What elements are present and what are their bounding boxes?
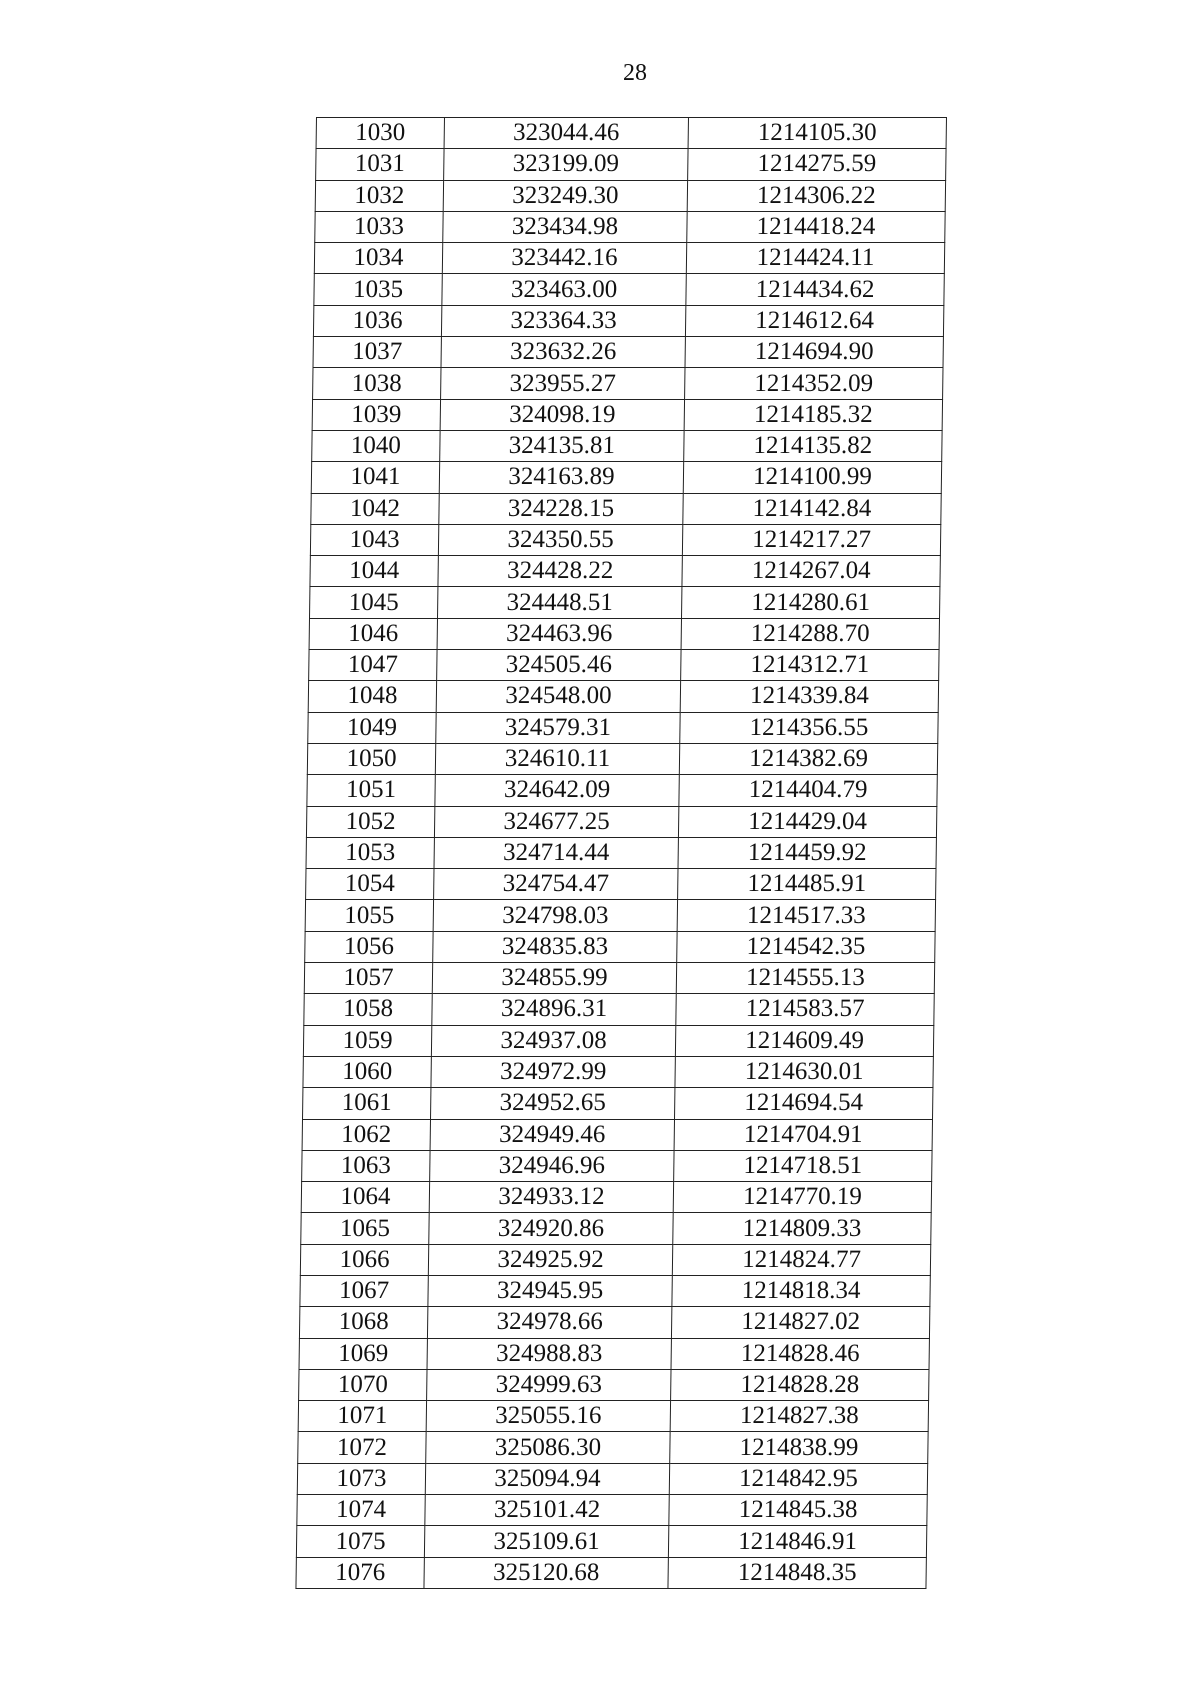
y-coordinate-cell: 1214718.51 (674, 1150, 932, 1181)
x-coordinate-cell: 324949.46 (430, 1119, 674, 1150)
point-number-cell: 1055 (305, 900, 433, 931)
x-coordinate-cell: 324505.46 (437, 650, 681, 681)
x-coordinate-cell: 324163.89 (439, 462, 683, 493)
point-number-cell: 1050 (307, 743, 435, 774)
y-coordinate-cell: 1214704.91 (674, 1119, 932, 1150)
table-row (316, 118, 946, 149)
y-coordinate-cell: 1214809.33 (673, 1213, 931, 1244)
point-number-cell: 1053 (306, 837, 434, 868)
y-coordinate-cell: 1214818.34 (672, 1275, 930, 1306)
y-coordinate-cell: 1214185.32 (684, 399, 942, 430)
y-coordinate-cell: 1214382.69 (679, 743, 937, 774)
x-coordinate-cell: 324714.44 (434, 837, 678, 868)
y-coordinate-cell: 1214100.99 (683, 462, 941, 493)
point-number-cell: 1031 (316, 149, 444, 180)
table-row (310, 556, 940, 587)
point-number-cell: 1070 (299, 1369, 427, 1400)
x-coordinate-cell: 325101.42 (425, 1495, 669, 1526)
x-coordinate-cell: 323955.27 (441, 368, 685, 399)
point-number-cell: 1063 (302, 1150, 430, 1181)
point-number-cell: 1045 (310, 587, 438, 618)
y-coordinate-cell: 1214609.49 (675, 1025, 933, 1056)
y-coordinate-cell: 1214838.99 (670, 1432, 928, 1463)
y-coordinate-cell: 1214827.38 (670, 1401, 928, 1432)
table-row (315, 211, 945, 242)
x-coordinate-cell: 324945.95 (428, 1275, 672, 1306)
y-coordinate-cell: 1214434.62 (686, 274, 944, 305)
point-number-cell: 1067 (300, 1275, 428, 1306)
point-number-cell: 1064 (301, 1182, 429, 1213)
y-coordinate-cell: 1214424.11 (686, 243, 944, 274)
x-coordinate-cell: 324548.00 (436, 681, 680, 712)
y-coordinate-cell: 1214267.04 (682, 556, 940, 587)
y-coordinate-cell: 1214339.84 (680, 681, 938, 712)
table-row (313, 337, 943, 368)
x-coordinate-cell: 324978.66 (427, 1307, 671, 1338)
table-row (301, 1182, 931, 1213)
table-row (308, 681, 938, 712)
table-row (303, 1056, 933, 1087)
x-coordinate-cell: 324920.86 (429, 1213, 673, 1244)
point-number-cell: 1036 (313, 305, 441, 336)
table-row (298, 1401, 928, 1432)
y-coordinate-cell: 1214275.59 (688, 149, 946, 180)
y-coordinate-cell: 1214459.92 (678, 837, 936, 868)
coordinates-table (295, 117, 947, 1589)
x-coordinate-cell: 325055.16 (426, 1401, 670, 1432)
point-number-cell: 1041 (311, 462, 439, 493)
table-row (303, 1025, 933, 1056)
point-number-cell: 1042 (311, 493, 439, 524)
point-number-cell: 1074 (297, 1495, 425, 1526)
x-coordinate-cell: 324677.25 (434, 806, 678, 837)
table-row (312, 399, 942, 430)
table-row (306, 837, 936, 868)
point-number-cell: 1071 (298, 1401, 426, 1432)
point-number-cell: 1076 (296, 1557, 424, 1588)
point-number-cell: 1037 (313, 337, 441, 368)
y-coordinate-cell: 1214848.35 (668, 1557, 926, 1588)
point-number-cell: 1033 (315, 211, 443, 242)
x-coordinate-cell: 324855.99 (432, 963, 676, 994)
y-coordinate-cell: 1214828.28 (671, 1369, 929, 1400)
table-row (313, 368, 943, 399)
point-number-cell: 1060 (303, 1056, 431, 1087)
x-coordinate-cell: 324988.83 (427, 1338, 671, 1369)
x-coordinate-cell: 323442.16 (442, 243, 686, 274)
table-row (314, 274, 944, 305)
point-number-cell: 1047 (309, 650, 437, 681)
table-row (302, 1150, 932, 1181)
y-coordinate-cell: 1214846.91 (668, 1526, 926, 1557)
x-coordinate-cell: 323434.98 (443, 211, 687, 242)
x-coordinate-cell: 324463.96 (437, 618, 681, 649)
y-coordinate-cell: 1214217.27 (682, 524, 940, 555)
table-row (307, 775, 937, 806)
table-row (306, 806, 936, 837)
table-row (310, 587, 940, 618)
x-coordinate-cell: 325109.61 (424, 1526, 668, 1557)
table-row (304, 994, 934, 1025)
x-coordinate-cell: 323199.09 (444, 149, 688, 180)
table-row (298, 1432, 928, 1463)
table-row (314, 243, 944, 274)
table-row (297, 1495, 927, 1526)
x-coordinate-cell: 325120.68 (424, 1557, 668, 1588)
y-coordinate-cell: 1214485.91 (678, 869, 936, 900)
point-number-cell: 1066 (300, 1244, 428, 1275)
point-number-cell: 1069 (299, 1338, 427, 1369)
y-coordinate-cell: 1214542.35 (677, 931, 935, 962)
y-coordinate-cell: 1214352.09 (685, 368, 943, 399)
x-coordinate-cell: 324972.99 (431, 1056, 675, 1087)
table-row (305, 931, 935, 962)
point-number-cell: 1035 (314, 274, 442, 305)
y-coordinate-cell: 1214824.77 (672, 1244, 930, 1275)
x-coordinate-cell: 324933.12 (429, 1182, 673, 1213)
table-row (311, 493, 941, 524)
point-number-cell: 1062 (302, 1119, 430, 1150)
point-number-cell: 1068 (299, 1307, 427, 1338)
table-row (315, 180, 945, 211)
table-row (307, 743, 937, 774)
x-coordinate-cell: 324835.83 (433, 931, 677, 962)
table-row (296, 1526, 926, 1557)
y-coordinate-cell: 1214135.82 (684, 430, 942, 461)
y-coordinate-cell: 1214845.38 (669, 1495, 927, 1526)
x-coordinate-cell: 324448.51 (438, 587, 682, 618)
y-coordinate-cell: 1214280.61 (682, 587, 940, 618)
y-coordinate-cell: 1214142.84 (683, 493, 941, 524)
x-coordinate-cell: 325094.94 (425, 1463, 669, 1494)
y-coordinate-cell: 1214828.46 (671, 1338, 929, 1369)
x-coordinate-cell: 325086.30 (426, 1432, 670, 1463)
table-row (299, 1307, 929, 1338)
point-number-cell: 1073 (297, 1463, 425, 1494)
x-coordinate-cell: 324135.81 (440, 430, 684, 461)
x-coordinate-cell: 323044.46 (444, 118, 688, 149)
x-coordinate-cell: 324642.09 (435, 775, 679, 806)
x-coordinate-cell: 324428.22 (438, 556, 682, 587)
table-row (312, 430, 942, 461)
point-number-cell: 1034 (314, 243, 442, 274)
table-row (302, 1119, 932, 1150)
table-row (300, 1275, 930, 1306)
x-coordinate-cell: 324952.65 (431, 1088, 675, 1119)
point-number-cell: 1040 (312, 430, 440, 461)
table-row (300, 1244, 930, 1275)
point-number-cell: 1056 (305, 931, 433, 962)
y-coordinate-cell: 1214404.79 (679, 775, 937, 806)
x-coordinate-cell: 324579.31 (436, 712, 680, 743)
point-number-cell: 1049 (308, 712, 436, 743)
table-row (305, 900, 935, 931)
x-coordinate-cell: 324350.55 (438, 524, 682, 555)
table-row (299, 1369, 929, 1400)
point-number-cell: 1046 (309, 618, 437, 649)
point-number-cell: 1038 (313, 368, 441, 399)
x-coordinate-cell: 323249.30 (443, 180, 687, 211)
x-coordinate-cell: 324798.03 (433, 900, 677, 931)
y-coordinate-cell: 1214306.22 (687, 180, 945, 211)
table-row (311, 462, 941, 493)
point-number-cell: 1039 (312, 399, 440, 430)
table-row (299, 1338, 929, 1369)
point-number-cell: 1048 (308, 681, 436, 712)
table-row (309, 650, 939, 681)
x-coordinate-cell: 323364.33 (441, 305, 685, 336)
point-number-cell: 1054 (306, 869, 434, 900)
table-row (313, 305, 943, 336)
point-number-cell: 1051 (307, 775, 435, 806)
y-coordinate-cell: 1214630.01 (675, 1056, 933, 1087)
y-coordinate-cell: 1214356.55 (680, 712, 938, 743)
point-number-cell: 1043 (310, 524, 438, 555)
y-coordinate-cell: 1214517.33 (677, 900, 935, 931)
point-number-cell: 1072 (298, 1432, 426, 1463)
point-number-cell: 1065 (301, 1213, 429, 1244)
x-coordinate-cell: 324937.08 (431, 1025, 675, 1056)
x-coordinate-cell: 324228.15 (439, 493, 683, 524)
y-coordinate-cell: 1214105.30 (688, 118, 946, 149)
x-coordinate-cell: 324610.11 (435, 743, 679, 774)
x-coordinate-cell: 324946.96 (430, 1150, 674, 1181)
y-coordinate-cell: 1214429.04 (678, 806, 936, 837)
y-coordinate-cell: 1214842.95 (669, 1463, 927, 1494)
y-coordinate-cell: 1214418.24 (687, 211, 945, 242)
point-number-cell: 1061 (303, 1088, 431, 1119)
table-row (297, 1463, 927, 1494)
x-coordinate-cell: 324925.92 (428, 1244, 672, 1275)
point-number-cell: 1052 (306, 806, 434, 837)
x-coordinate-cell: 323463.00 (442, 274, 686, 305)
y-coordinate-cell: 1214694.90 (685, 337, 943, 368)
table-row (303, 1088, 933, 1119)
y-coordinate-cell: 1214827.02 (671, 1307, 929, 1338)
y-coordinate-cell: 1214612.64 (685, 305, 943, 336)
table-row (304, 963, 934, 994)
x-coordinate-cell: 323632.26 (441, 337, 685, 368)
y-coordinate-cell: 1214555.13 (676, 963, 934, 994)
coordinates-table-body (296, 118, 947, 1589)
x-coordinate-cell: 324754.47 (434, 869, 678, 900)
point-number-cell: 1030 (316, 118, 444, 149)
table-row (296, 1557, 926, 1588)
y-coordinate-cell: 1214288.70 (681, 618, 939, 649)
table-row (310, 524, 940, 555)
table-row (316, 149, 946, 180)
y-coordinate-cell: 1214583.57 (676, 994, 934, 1025)
page-number: 28 (623, 60, 647, 86)
y-coordinate-cell: 1214770.19 (673, 1182, 931, 1213)
table-row (309, 618, 939, 649)
table-row (306, 869, 936, 900)
y-coordinate-cell: 1214312.71 (681, 650, 939, 681)
point-number-cell: 1044 (310, 556, 438, 587)
y-coordinate-cell: 1214694.54 (675, 1088, 933, 1119)
point-number-cell: 1057 (304, 963, 432, 994)
point-number-cell: 1032 (315, 180, 443, 211)
point-number-cell: 1059 (303, 1025, 431, 1056)
point-number-cell: 1058 (304, 994, 432, 1025)
x-coordinate-cell: 324896.31 (432, 994, 676, 1025)
table-row (308, 712, 938, 743)
x-coordinate-cell: 324999.63 (427, 1369, 671, 1400)
point-number-cell: 1075 (296, 1526, 424, 1557)
x-coordinate-cell: 324098.19 (440, 399, 684, 430)
table-row (301, 1213, 931, 1244)
